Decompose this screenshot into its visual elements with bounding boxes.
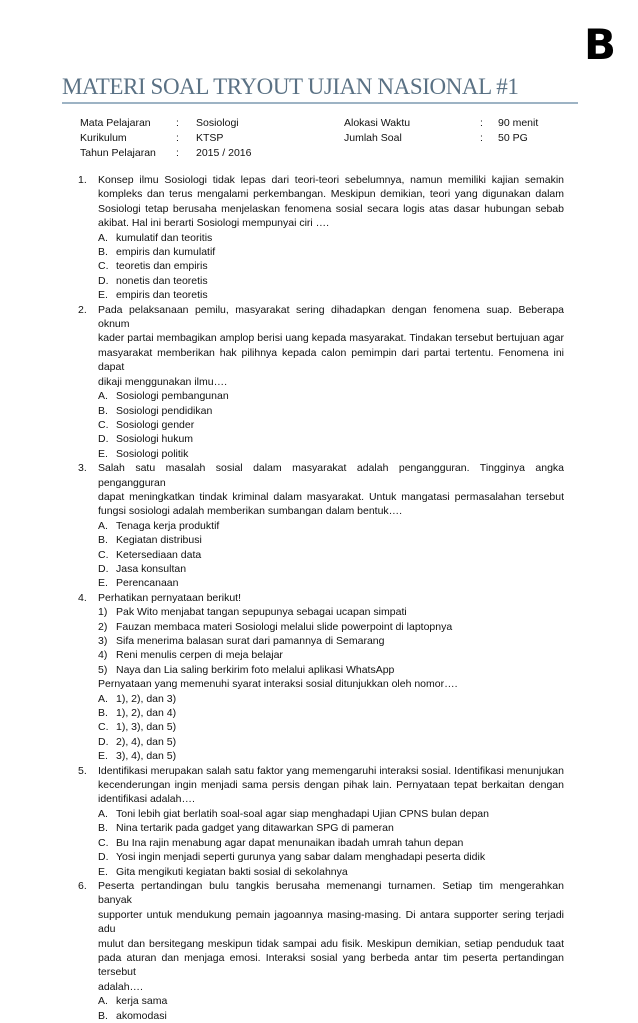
question-text-line: akibat. Hal ini berarti Sosiologi mempunyai ciri …. bbox=[98, 217, 330, 230]
page-title: MATERI SOAL TRYOUT UJIAN NASIONAL #1 bbox=[62, 74, 519, 99]
question-text-line: pada aturan dan menjaga emosi. Interaksi sosial yang berbeda antar tim peserta pertandingan tersebut bbox=[98, 951, 564, 979]
info-label: Tahun Pelajaran bbox=[80, 147, 156, 159]
statement-text: Pak Wito menjabat tangan sepupunya sebagai ucapan simpati bbox=[116, 606, 407, 619]
option-text: nonetis dan teoretis bbox=[116, 274, 208, 287]
statement-number: 3) bbox=[98, 635, 108, 647]
info-colon: : bbox=[480, 132, 483, 144]
statement-text: Naya dan Lia saling berkirim foto melalui aplikasi WhatsApp bbox=[116, 663, 395, 676]
question-text-line: Salah satu masalah sosial dalam masyarakat adalah pengangguran. Tingginya angka pengangguran bbox=[98, 462, 564, 489]
option-text: Sosiologi pendidikan bbox=[116, 404, 213, 417]
info-label: Mata Pelajaran bbox=[80, 117, 151, 129]
question-text-line: Perhatikan pernyataan berikut! bbox=[98, 591, 242, 604]
question-text-line: masyarakat memberikan hak pilihnya kepada calon pemimpin dari partai tertentu. Fenomena ini dapat bbox=[98, 346, 564, 374]
question-text-line: Sosiologi tetap berusaha menjelaskan fenomena sosial secara logis atas dasar hubungan sebab bbox=[98, 202, 564, 215]
option-letter: A. bbox=[98, 519, 108, 532]
option-letter: B. bbox=[98, 1009, 108, 1022]
statement-text: Sifa menerima balasan surat dari pamannya di Semarang bbox=[116, 635, 385, 647]
option-letter: C. bbox=[98, 548, 109, 561]
option-letter: D. bbox=[98, 735, 109, 748]
option-text: empiris dan kumulatif bbox=[116, 246, 216, 259]
answer-option bbox=[98, 865, 564, 879]
option-text: empiris dan teoretis bbox=[116, 289, 208, 302]
answer-option bbox=[98, 706, 564, 720]
answer-option bbox=[98, 749, 564, 763]
question-text-line: mulut dan bersitegang meskipun tidak sampai adu fisik. Meskipun demikian, setiap penduduk taat bbox=[98, 937, 564, 950]
answer-option bbox=[98, 807, 564, 821]
option-letter: E. bbox=[98, 447, 108, 460]
option-text: akomodasi bbox=[116, 1009, 167, 1022]
option-text: Perencanaan bbox=[116, 577, 179, 590]
option-text: kerja sama bbox=[116, 995, 168, 1008]
question-text-line: identifikasi adalah…. bbox=[98, 793, 195, 806]
info-colon: : bbox=[176, 117, 179, 129]
option-text: kumulatif dan teoritis bbox=[116, 231, 213, 244]
option-text: Gita mengikuti kegiatan bakti sosial di sekolahnya bbox=[116, 865, 348, 878]
option-text: teoretis dan empiris bbox=[116, 260, 208, 273]
info-colon: : bbox=[480, 117, 483, 129]
option-text: Yosi ingin menjadi seperti gurunya yang sabar dalam menghadapi peserta didik bbox=[116, 851, 486, 864]
question-text-line: kader partai membagikan amplop berisi uang kepada masyarakat. Tindakan tersebut bertujuan agar bbox=[98, 332, 564, 345]
question-list bbox=[80, 173, 564, 1023]
answer-option bbox=[98, 821, 564, 835]
answer-option bbox=[98, 274, 564, 288]
info-value: 90 menit bbox=[498, 117, 539, 129]
statement-item bbox=[98, 620, 564, 634]
option-text: Bu Ina rajin menabung agar dapat menunaikan ibadah umrah tahun depan bbox=[116, 836, 464, 849]
question-text-line: fungsi sosiologi adalah memberikan sumbangan dalam bentuk…. bbox=[98, 505, 403, 518]
answer-option bbox=[98, 533, 564, 547]
option-text: Sosiologi politik bbox=[116, 447, 189, 460]
info-value: KTSP bbox=[196, 132, 224, 144]
option-text: 3), 4), dan 5) bbox=[116, 750, 177, 763]
answer-option bbox=[98, 519, 564, 533]
statement-number: 5) bbox=[98, 663, 108, 676]
answer-option bbox=[98, 836, 564, 850]
option-letter: D. bbox=[98, 274, 109, 287]
option-letter: C. bbox=[98, 418, 109, 431]
option-text: Sosiologi gender bbox=[116, 418, 195, 431]
answer-option bbox=[98, 288, 564, 302]
answer-option bbox=[98, 245, 564, 259]
info-label: Alokasi Waktu bbox=[344, 117, 411, 129]
info-label: Kurikulum bbox=[80, 132, 127, 144]
exam-info bbox=[80, 116, 580, 161]
option-letter: A. bbox=[98, 995, 108, 1008]
answer-option bbox=[98, 259, 564, 273]
question-number: 4. bbox=[78, 591, 87, 604]
option-letter: E. bbox=[98, 865, 108, 878]
info-value: 2015 / 2016 bbox=[196, 147, 252, 159]
question-item bbox=[80, 173, 564, 303]
answer-option bbox=[98, 404, 564, 418]
exam-info-row bbox=[80, 131, 580, 146]
answer-option bbox=[98, 576, 564, 590]
question-number: 6. bbox=[78, 879, 87, 892]
question-text-line: Pada pelaksanaan pemilu, masyarakat sering dihadapkan dengan fenomena suap. Beberapa oknum bbox=[98, 303, 564, 331]
option-text: 2), 4), dan 5) bbox=[116, 735, 177, 748]
option-letter: E. bbox=[98, 750, 108, 763]
question-number: 2. bbox=[78, 303, 87, 316]
info-label: Jumlah Soal bbox=[344, 132, 402, 144]
question-prompt: Pernyataan yang memenuhi syarat interaksi sosial ditunjukkan oleh nomor…. bbox=[98, 678, 458, 691]
option-letter: C. bbox=[98, 721, 109, 734]
question-number: 5. bbox=[78, 764, 87, 777]
option-letter: B. bbox=[98, 534, 108, 547]
answer-option bbox=[98, 418, 564, 432]
statement-text: Reni menulis cerpen di meja belajar bbox=[116, 649, 283, 662]
option-text: Kegiatan distribusi bbox=[116, 534, 202, 547]
statement-item bbox=[98, 634, 564, 648]
option-text: Sosiologi pembangunan bbox=[116, 390, 229, 403]
question-text-line: Konsep ilmu Sosiologi tidak lepas dari teori-teori sebelumnya, namun memiliki kajian semakin bbox=[98, 174, 564, 186]
info-colon: : bbox=[176, 147, 179, 159]
option-letter: A. bbox=[98, 231, 108, 244]
option-text: Tenaga kerja produktif bbox=[116, 519, 220, 532]
option-text: Sosiologi hukum bbox=[116, 433, 194, 446]
statement-text: Fauzan membaca materi Sosiologi melalui slide powerpoint di laptopnya bbox=[116, 620, 453, 633]
option-text: Ketersediaan data bbox=[116, 548, 202, 561]
question-text-line: dapat meningkatkan tindak kriminal dalam masyarakat. Untuk mangatasi permasalahan tersebut bbox=[98, 490, 564, 503]
option-letter: D. bbox=[98, 433, 109, 446]
question-item bbox=[80, 303, 564, 461]
question-text-line: Identifikasi merupakan salah satu faktor yang memengaruhi interaksi sosial. Identifikasi menunjukan bbox=[98, 764, 564, 777]
option-text: Jasa konsultan bbox=[116, 562, 187, 575]
question-number: 1. bbox=[78, 174, 87, 186]
answer-option bbox=[98, 1009, 564, 1023]
question-item bbox=[80, 461, 564, 591]
statement-number: 1) bbox=[98, 606, 108, 619]
question-item bbox=[80, 591, 564, 764]
question-text-line: kompleks dan terus mengalami perkembangan. Meskipun demikian, teori yang digunakan dalam bbox=[98, 188, 564, 201]
info-value: Sosiologi bbox=[196, 117, 239, 129]
question-text-line: dikaji menggunakan ilmu…. bbox=[98, 375, 227, 388]
option-letter: B. bbox=[98, 404, 108, 417]
answer-option bbox=[98, 562, 564, 576]
question-text-line: supporter untuk mendukung pemain jagoannya masing-masing. Di antara supporter sering terjadi adu bbox=[98, 908, 564, 936]
info-colon: : bbox=[176, 132, 179, 144]
option-letter: D. bbox=[98, 851, 109, 864]
option-letter: B. bbox=[98, 707, 108, 720]
option-text: Toni lebih giat berlatih soal-soal agar siap menghadapi Ujian CPNS bulan depan bbox=[116, 807, 489, 820]
option-letter: A. bbox=[98, 390, 108, 403]
statement-item bbox=[98, 663, 564, 677]
option-text: 1), 3), dan 5) bbox=[116, 721, 177, 734]
info-value: 50 PG bbox=[498, 132, 528, 144]
answer-option bbox=[98, 447, 564, 461]
title-divider bbox=[62, 102, 578, 104]
answer-option bbox=[98, 735, 564, 749]
option-text: Nina tertarik pada gadget yang ditawarkan SPG di pameran bbox=[116, 822, 394, 835]
option-letter: B. bbox=[98, 246, 108, 259]
question-number: 3. bbox=[78, 462, 87, 475]
statement-item bbox=[98, 605, 564, 619]
option-letter: C. bbox=[98, 260, 109, 273]
option-letter: E. bbox=[98, 289, 108, 302]
question-text-line: kecenderungan ingin menjadi sama persis dengan pihak lain. Pernyataan tepat berkaitan dengan bbox=[98, 779, 564, 792]
answer-option bbox=[98, 231, 564, 245]
statement-item bbox=[98, 648, 564, 662]
statement-number: 2) bbox=[98, 620, 108, 633]
answer-option bbox=[98, 850, 564, 864]
option-letter: C. bbox=[98, 836, 109, 849]
option-letter: E. bbox=[98, 577, 108, 590]
answer-option bbox=[98, 389, 564, 403]
version-badge: B bbox=[583, 20, 616, 69]
question-text-line: adalah…. bbox=[98, 980, 143, 993]
answer-option bbox=[98, 432, 564, 446]
option-letter: A. bbox=[98, 807, 108, 820]
answer-option bbox=[98, 548, 564, 562]
answer-option bbox=[98, 692, 564, 706]
question-item bbox=[80, 764, 564, 879]
statement-number: 4) bbox=[98, 649, 108, 662]
option-letter: B. bbox=[98, 822, 108, 835]
option-text: 1), 2), dan 4) bbox=[116, 707, 177, 720]
answer-option bbox=[98, 994, 564, 1008]
question-text-line: Peserta pertandingan bulu tangkis berusaha memenangi turnamen. Setiap tim mengerahkan banyak bbox=[98, 879, 564, 907]
exam-info-row bbox=[80, 116, 580, 131]
option-letter: D. bbox=[98, 562, 109, 575]
question-item bbox=[80, 879, 564, 1023]
option-text: 1), 2), dan 3) bbox=[116, 692, 177, 705]
answer-option bbox=[98, 720, 564, 734]
option-letter: A. bbox=[98, 692, 108, 705]
exam-info-row bbox=[80, 146, 580, 161]
